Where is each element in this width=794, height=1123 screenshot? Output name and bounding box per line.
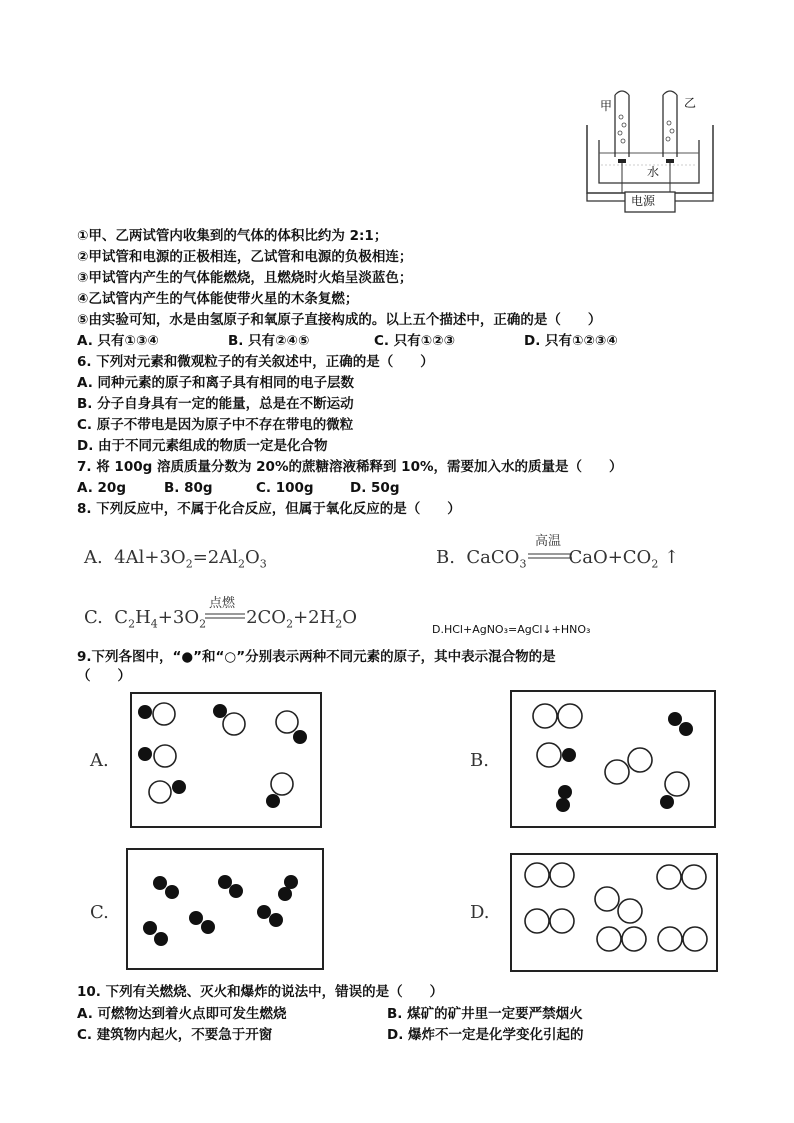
q10-option-c: C. 建筑物内起火，不要急于开窗 (77, 1027, 273, 1043)
q8-option-d: D.HCl+AgNO₃=AgCl↓+HNO₃ (432, 623, 591, 636)
q9-panel-c-label: C. (90, 902, 109, 923)
q9-stem-line2: （ ） (77, 668, 131, 684)
q5-statement-1: ①甲、乙两试管内收集到的气体的体积比约为 2:1； (77, 228, 388, 244)
q8-option-c-equal-sign (205, 613, 245, 619)
q6-stem: 6. 下列对元素和微观粒子的有关叙述中，正确的是（ ） (77, 354, 434, 370)
q10-option-b: B. 煤矿的矿井里一定要严禁烟火 (387, 1006, 583, 1022)
q10-option-d: D. 爆炸不一定是化学变化引起的 (387, 1027, 584, 1043)
q9-panel-b-label: B. (470, 750, 489, 771)
q8-option-b-letter: B. (436, 547, 455, 568)
q9-stem-line1: 9.下列各图中，“●”和“○”分别表示两种不同元素的原子，其中表示混合物的是 (77, 649, 556, 665)
q8-option-c-letter: C. (84, 607, 103, 628)
q9-panel-a-label: A. (90, 750, 109, 771)
q8-option-c-condition: 点燃 (209, 596, 236, 611)
q5-option-a: A. 只有①③④ (77, 333, 159, 349)
q5-option-c: C. 只有①②③ (374, 333, 456, 349)
q8-option-a-letter: A. (84, 547, 103, 568)
q9-panel-c-molecules (128, 850, 322, 968)
q5-statement-2: ②甲试管和电源的正极相连，乙试管和电源的负极相连； (77, 249, 413, 265)
q7-option-a: A. 20g (77, 480, 126, 496)
q8-stem: 8. 下列反应中，不属于化合反应，但属于氧化反应的是（ ） (77, 501, 461, 517)
q7-option-c: C. 100g (256, 480, 314, 496)
q5-option-b: B. 只有②④⑤ (228, 333, 310, 349)
q6-option-d: D. 由于不同元素组成的物质一定是化合物 (77, 438, 328, 454)
q8-option-a: A. $4Al+3O_2=2Al_2O_3$ (84, 547, 267, 571)
q8-option-c: C. $C_2H_4+3O_2$ $2CO_2+2H_2O$ (84, 607, 358, 631)
q6-option-c: C. 原子不带电是因为原子中不存在带电的微粒 (77, 417, 354, 433)
q7-option-b: B. 80g (164, 480, 213, 496)
q7-option-d: D. 50g (350, 480, 400, 496)
q9-panel-b-molecules (512, 692, 714, 826)
q8-option-b: B. CaCO$_3$ $CaO+CO_2$ ↑ (436, 547, 680, 571)
q7-stem: 7. 将 100g 溶质质量分数为 20%的蔗糖溶液稀释到 10%，需要加入水的质量是（ ） (77, 459, 623, 475)
water-label: 水 (647, 165, 660, 179)
q6-option-b: B. 分子自身具有一定的能量，总是在不断运动 (77, 396, 354, 412)
q5-statement-5: ⑤由实验可知，水是由氢原子和氧原子直接构成的。以上五个描述中，正确的是（ ） (77, 312, 602, 328)
tube-right-label: 乙 (684, 96, 697, 110)
q5-statement-4: ④乙试管内产生的气体能使带火星的木条复燃； (77, 291, 359, 307)
q5-statement-3: ③甲试管内产生的气体能燃烧，且燃烧时火焰呈淡蓝色； (77, 270, 413, 286)
q5-option-d: D. 只有①②③④ (524, 333, 618, 349)
q8-option-b-condition: 高温 (535, 534, 562, 549)
q9-panel-d-label: D. (470, 902, 490, 923)
q6-option-a: A. 同种元素的原子和离子具有相同的电子层数 (77, 375, 355, 391)
tube-left-label: 甲 (600, 99, 613, 113)
q8-option-b-equal-sign (528, 553, 572, 559)
q10-option-a: A. 可燃物达到着火点即可发生燃烧 (77, 1006, 287, 1022)
q9-panel-a-molecules (132, 694, 320, 826)
power-supply-label: 电源 (631, 194, 656, 208)
q9-panel-d-molecules (512, 855, 716, 970)
q10-stem: 10. 下列有关燃烧、灭火和爆炸的说法中，错误的是（ ） (77, 984, 444, 1000)
